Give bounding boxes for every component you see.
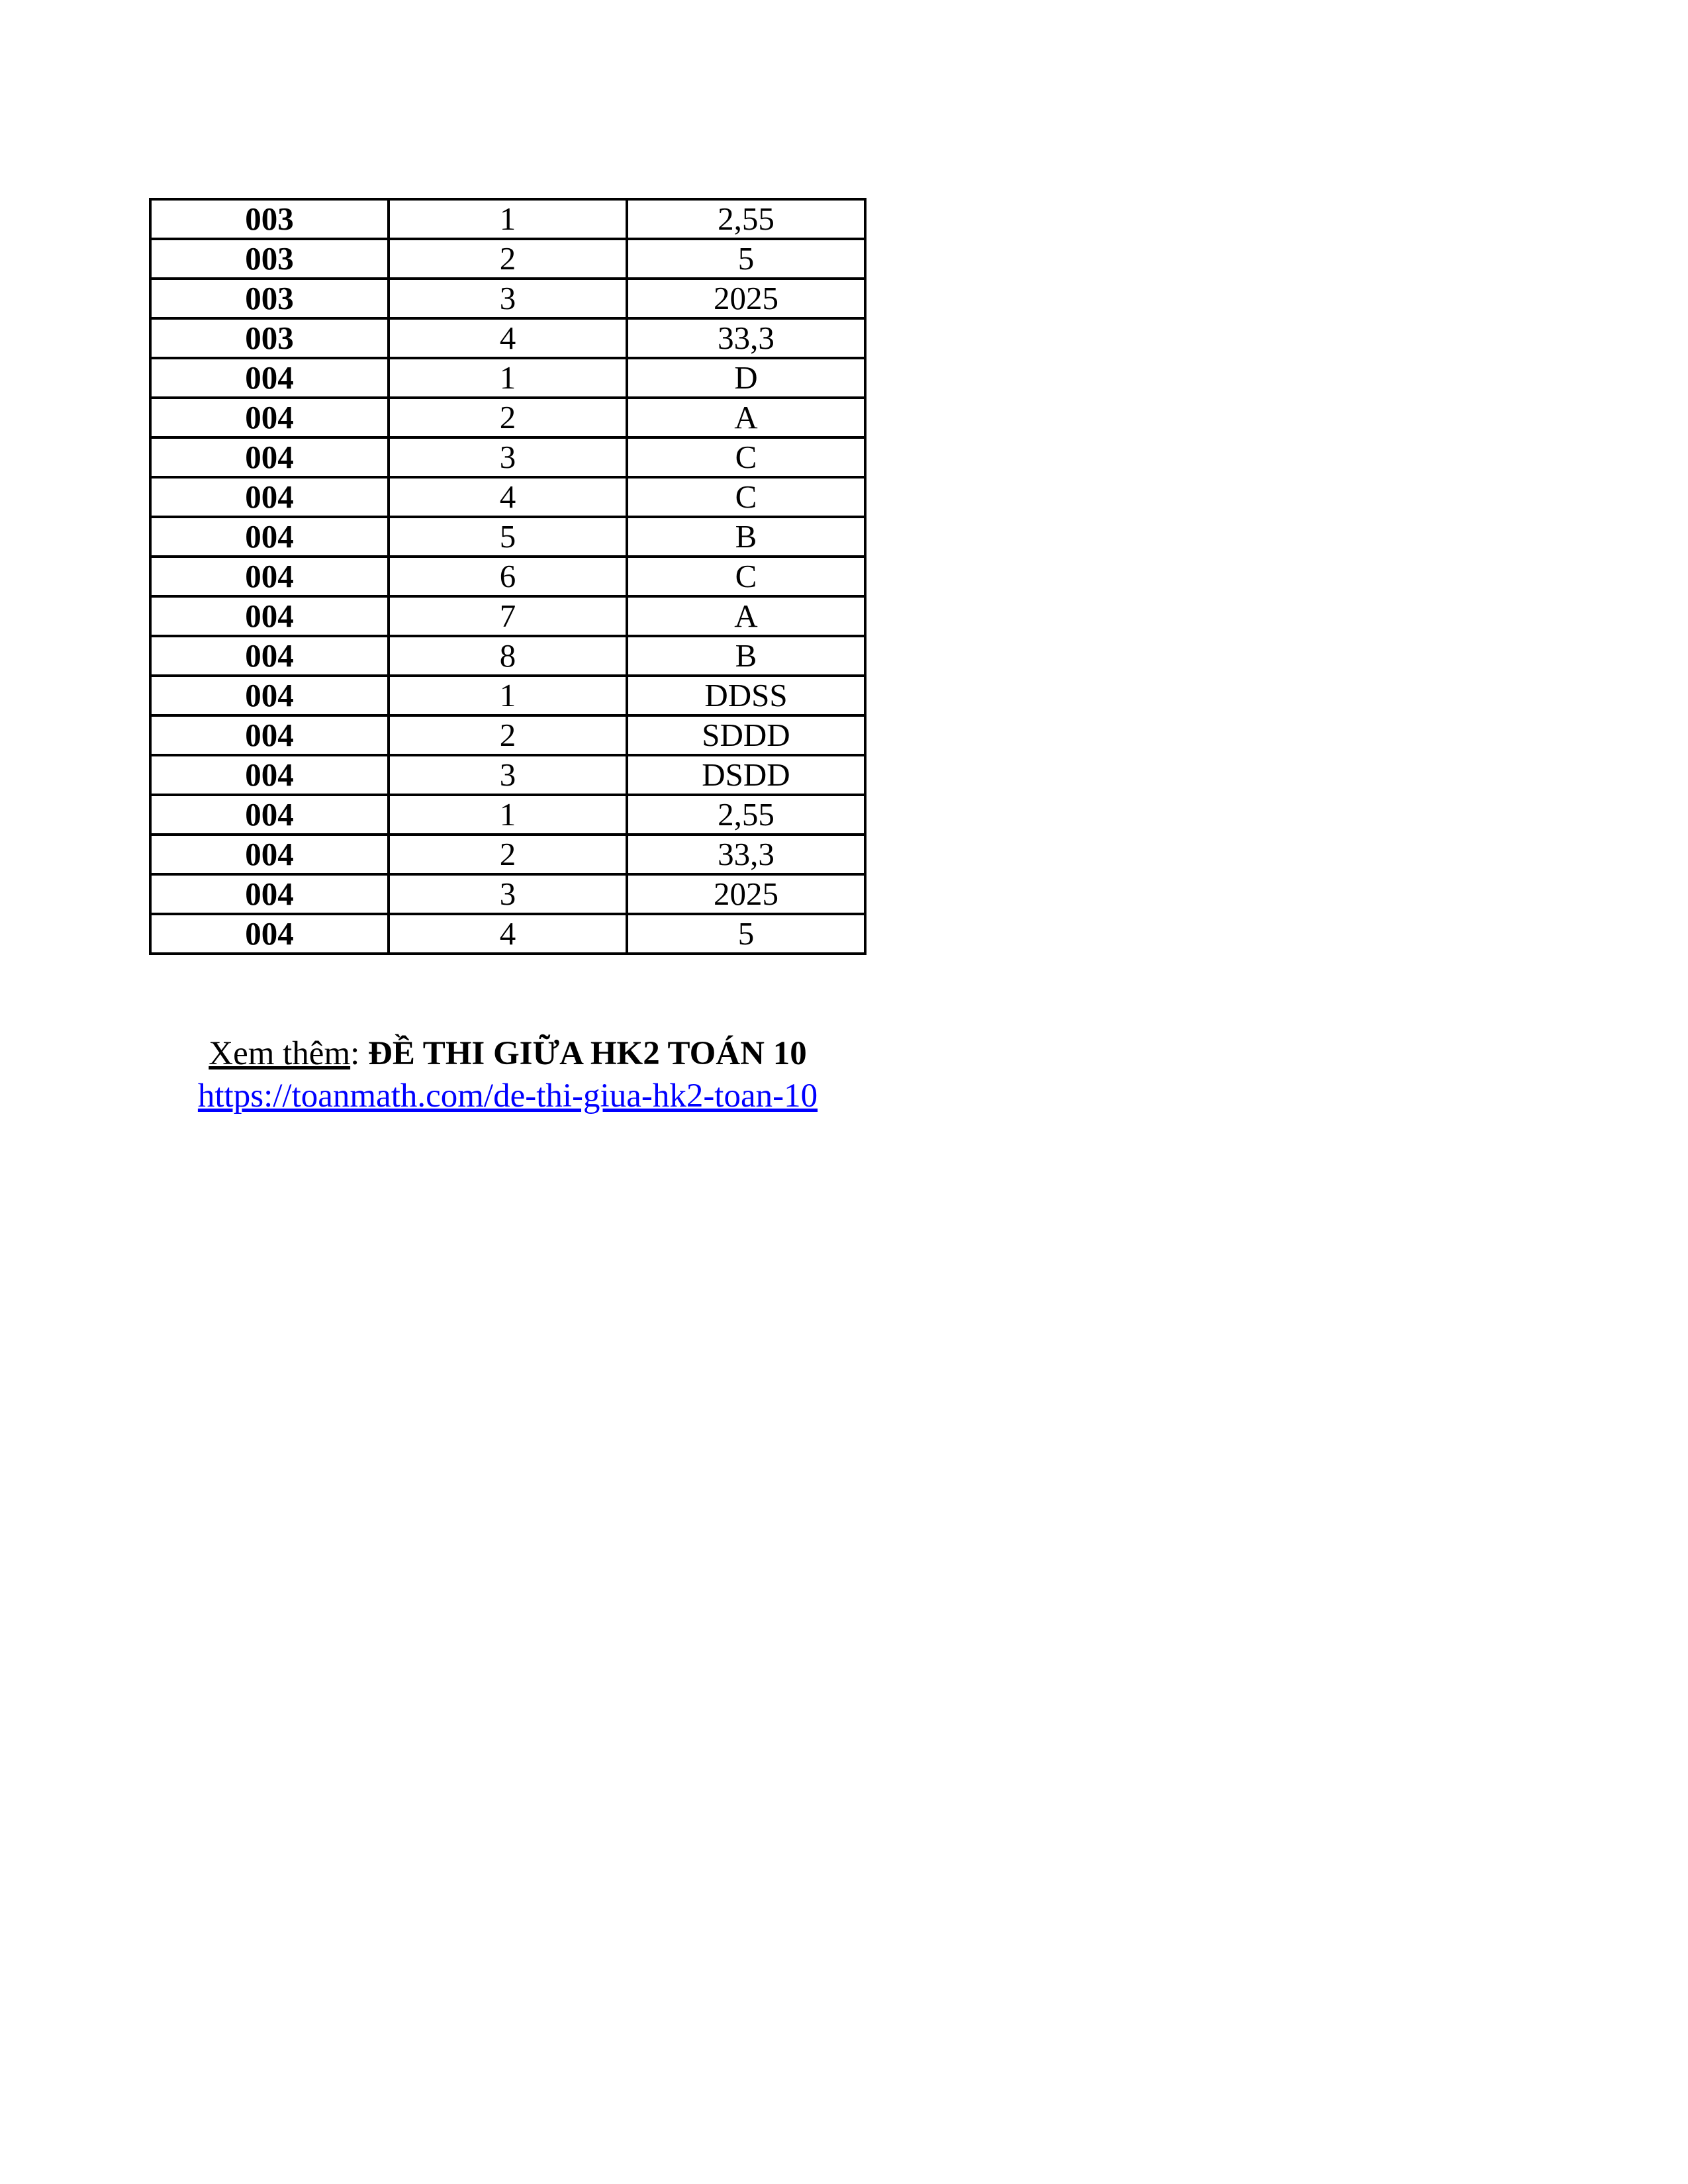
link-line bbox=[149, 1075, 867, 1117]
table-row bbox=[150, 477, 865, 517]
exam-code-cell: 004 bbox=[150, 636, 389, 676]
exam-code-cell: 004 bbox=[150, 914, 389, 954]
question-number-cell: 3 bbox=[389, 874, 627, 914]
table-row bbox=[150, 636, 865, 676]
question-number-cell: 2 bbox=[389, 835, 627, 874]
answer-cell: B bbox=[627, 636, 865, 676]
answer-cell: C bbox=[627, 437, 865, 477]
exam-code-cell: 003 bbox=[150, 318, 389, 358]
answer-cell: 2025 bbox=[627, 279, 865, 318]
question-number-cell: 3 bbox=[389, 437, 627, 477]
question-number-cell: 1 bbox=[389, 199, 627, 239]
answer-cell: 2,55 bbox=[627, 795, 865, 835]
question-number-cell: 1 bbox=[389, 795, 627, 835]
exam-code-cell: 003 bbox=[150, 279, 389, 318]
question-number-cell: 3 bbox=[389, 755, 627, 795]
question-number-cell: 7 bbox=[389, 596, 627, 636]
exam-code-cell: 004 bbox=[150, 557, 389, 596]
exam-code-cell: 004 bbox=[150, 596, 389, 636]
answer-cell: A bbox=[627, 398, 865, 437]
exam-code-cell: 004 bbox=[150, 715, 389, 755]
answer-cell: D bbox=[627, 358, 865, 398]
table-row bbox=[150, 835, 865, 874]
table-row bbox=[150, 358, 865, 398]
table-row bbox=[150, 239, 865, 279]
table-row bbox=[150, 676, 865, 715]
question-number-cell: 4 bbox=[389, 914, 627, 954]
answer-cell: A bbox=[627, 596, 865, 636]
question-number-cell: 5 bbox=[389, 517, 627, 557]
table-row bbox=[150, 318, 865, 358]
table-row bbox=[150, 437, 865, 477]
exam-code-cell: 003 bbox=[150, 199, 389, 239]
answer-cell: 2,55 bbox=[627, 199, 865, 239]
table-row bbox=[150, 199, 865, 239]
question-number-cell: 2 bbox=[389, 715, 627, 755]
question-number-cell: 2 bbox=[389, 398, 627, 437]
question-number-cell: 4 bbox=[389, 318, 627, 358]
exam-code-cell: 004 bbox=[150, 437, 389, 477]
table-row bbox=[150, 755, 865, 795]
exam-code-cell: 004 bbox=[150, 398, 389, 437]
table-row bbox=[150, 517, 865, 557]
exam-link[interactable]: https://toanmath.com/de-thi-giua-hk2-toan-10 bbox=[197, 1077, 818, 1115]
table-row bbox=[150, 715, 865, 755]
table-row bbox=[150, 874, 865, 914]
see-more-separator: : bbox=[350, 1035, 369, 1072]
answer-cell: C bbox=[627, 557, 865, 596]
table-row bbox=[150, 398, 865, 437]
answer-cell: DDSS bbox=[627, 676, 865, 715]
table-row bbox=[150, 279, 865, 318]
question-number-cell: 1 bbox=[389, 676, 627, 715]
exam-code-cell: 004 bbox=[150, 755, 389, 795]
exam-code-cell: 004 bbox=[150, 795, 389, 835]
table-row bbox=[150, 914, 865, 954]
exam-code-cell: 004 bbox=[150, 517, 389, 557]
exam-code-cell: 004 bbox=[150, 835, 389, 874]
answer-cell: DSDD bbox=[627, 755, 865, 795]
exam-code-cell: 004 bbox=[150, 874, 389, 914]
exam-code-cell: 004 bbox=[150, 358, 389, 398]
table-row bbox=[150, 596, 865, 636]
see-more-label: Xem thêm bbox=[209, 1035, 351, 1072]
table-row bbox=[150, 557, 865, 596]
answer-key-table bbox=[149, 198, 867, 955]
see-more-title: ĐỀ THI GIỮA HK2 TOÁN 10 bbox=[368, 1035, 807, 1072]
see-more-line bbox=[149, 1032, 867, 1075]
answer-cell: 2025 bbox=[627, 874, 865, 914]
question-number-cell: 8 bbox=[389, 636, 627, 676]
question-number-cell: 3 bbox=[389, 279, 627, 318]
question-number-cell: 6 bbox=[389, 557, 627, 596]
question-number-cell: 1 bbox=[389, 358, 627, 398]
answer-cell: 33,3 bbox=[627, 835, 865, 874]
see-more-footer bbox=[149, 1032, 867, 1117]
question-number-cell: 2 bbox=[389, 239, 627, 279]
exam-code-cell: 004 bbox=[150, 477, 389, 517]
answer-cell: SDDD bbox=[627, 715, 865, 755]
answer-cell: C bbox=[627, 477, 865, 517]
exam-code-cell: 004 bbox=[150, 676, 389, 715]
exam-code-cell: 003 bbox=[150, 239, 389, 279]
answer-cell: 5 bbox=[627, 239, 865, 279]
answer-cell: B bbox=[627, 517, 865, 557]
question-number-cell: 4 bbox=[389, 477, 627, 517]
answer-cell: 5 bbox=[627, 914, 865, 954]
answer-key-table-body bbox=[150, 199, 865, 954]
answer-cell: 33,3 bbox=[627, 318, 865, 358]
table-row bbox=[150, 795, 865, 835]
